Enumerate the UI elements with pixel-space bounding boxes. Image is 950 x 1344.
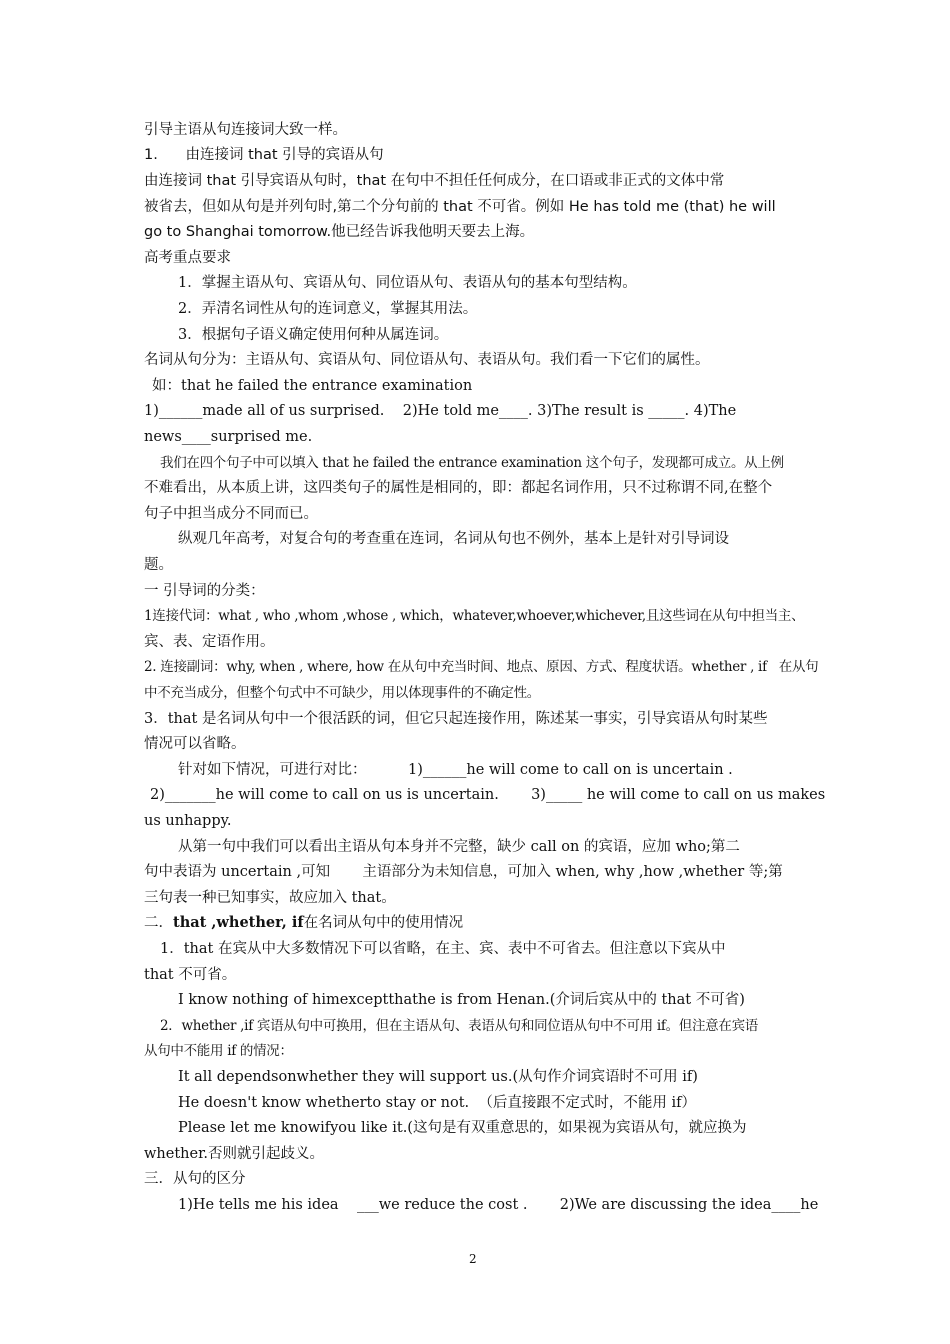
text-line: 2. 连接副词：why, when , where, how 在从句中充当时间、地点、原因、方式、程度状语。whether , if 在从句 bbox=[144, 659, 819, 675]
text-line: 如：that he failed the entrance examination bbox=[152, 378, 473, 394]
text-line: 2．whether ,if 宾语从句中可换用，但在主语从句、表语从句和同位语从句中不可用 if。但注意在宾语 bbox=[160, 1018, 758, 1034]
text-line: 从第一句中我们可以看出主语从句本身并不完整，缺少 call on 的宾语，应加 who;第二 bbox=[178, 839, 740, 855]
text-line: 情况可以省略。 bbox=[144, 736, 246, 752]
heading-rest: 在名词从句中的使用情况 bbox=[303, 915, 464, 931]
list-item: 1．掌握主语从句、宾语从句、同位语从句、表语从句的基本句型结构。 bbox=[178, 275, 637, 291]
text-line: 1．that 在宾从中大多数情况下可以省略，在主、宾、表中不可省去。但注意以下宾从中 bbox=[160, 941, 726, 957]
text-line: 我们在四个句子中可以填入 that he failed the entrance examination 这个句子，发现都可成立。从上例 bbox=[160, 455, 784, 471]
text-line: 句子中担当成分不同而已。 bbox=[144, 506, 318, 522]
page-number: 2 bbox=[469, 1252, 477, 1266]
section-heading-object-clause: 1. 由连接词 that 引导的宾语从句 bbox=[144, 147, 384, 163]
heading-prefix: 二． bbox=[144, 915, 173, 931]
exercise-line: 1)______made all of us surprised. 2)He told me____. 3)The result is _____. 4)The bbox=[144, 403, 737, 419]
exercise-line: 2)_______he will come to call on us is uncertain. 3)_____ he will come to call on us makes bbox=[150, 787, 826, 803]
text-line: 纵观几年高考，对复合句的考查重在连词，名词从句也不例外，基本上是针对引导词设 bbox=[178, 531, 729, 547]
text-line: 被省去，但如从句是并列句时,第二个分句前的 that 不可省。例如 He has told me (that) he will bbox=[144, 199, 776, 215]
heading-keywords: that ,whether, if bbox=[173, 914, 304, 931]
exercise-line: us unhappy. bbox=[144, 813, 232, 829]
text-line: 三句表一种已知事实，故应加入 that。 bbox=[144, 890, 396, 906]
section-heading-clause-distinction: 三．从句的区分 bbox=[144, 1171, 246, 1187]
list-item: 2．弄清名词性从句的连词意义，掌握其用法。 bbox=[178, 301, 478, 317]
text-line: 宾、表、定语作用。 bbox=[144, 634, 275, 650]
text-line: 从句中不能用 if 的情况： bbox=[144, 1043, 293, 1059]
text-line: 名词从句分为：主语从句、宾语从句、同位语从句、表语从句。我们看一下它们的属性。 bbox=[144, 352, 710, 368]
text-line: 3．that 是名词从句中一个很活跃的词，但它只起连接作用，陈述某一事实，引导宾语从句时某些 bbox=[144, 711, 768, 727]
text-line: 不难看出，从本质上讲，这四类句子的属性是相同的，即：都起名词作用，只不过称谓不同,在整个 bbox=[144, 480, 773, 496]
text-line: 引导主语从句连接词大致一样。 bbox=[144, 122, 347, 138]
text-line: whether.否则就引起歧义。 bbox=[144, 1146, 325, 1162]
text-line: go to Shanghai tomorrow.他已经告诉我他明天要去上海。 bbox=[144, 224, 535, 240]
example-sentence: I know nothing of himexceptthathe is from Henan.(介词后宾从中的 that 不可省) bbox=[178, 992, 745, 1008]
text-line: 1连接代词：what , who ,whom ,whose , which，whatever,whoever,whichever,且这些词在从句中担当主、 bbox=[144, 608, 805, 624]
exercise-line: news____surprised me. bbox=[144, 429, 313, 445]
list-item: 3．根据句子语义确定使用何种从属连词。 bbox=[178, 327, 449, 343]
section-heading-connectives: 一 引导词的分类： bbox=[144, 583, 265, 599]
section-heading-key-requirements: 高考重点要求 bbox=[144, 250, 231, 266]
example-sentence: It all dependsonwhether they will support us.(从句作介词宾语时不可用 if) bbox=[178, 1069, 698, 1085]
example-sentence: He doesn't know whetherto stay or not. （后直接跟不定式时，不能用 if） bbox=[178, 1095, 696, 1111]
text-line: that 不可省。 bbox=[144, 967, 237, 983]
text-line: 中不充当成分，但整个句式中不可缺少，用以体现事件的不确定性。 bbox=[144, 685, 540, 701]
section-heading-that-whether-if bbox=[144, 914, 463, 932]
text-line: 题。 bbox=[144, 557, 173, 573]
text-line: 句中表语为 uncertain ,可知 主语部分为未知信息，可加入 when, why ,how ,whether 等;第 bbox=[144, 864, 783, 880]
text-line: 由连接词 that 引导宾语从句时，that 在句中不担任任何成分，在口语或非正式的文体中常 bbox=[144, 173, 725, 189]
exercise-line: 针对如下情况，可进行对比： 1)______he will come to call on is uncertain . bbox=[178, 762, 733, 778]
example-sentence: Please let me knowifyou like it.(这句是有双重意思的，如果视为宾语从句，就应换为 bbox=[178, 1120, 747, 1136]
exercise-line: 1)He tells me his idea ___we reduce the cost . 2)We are discussing the idea____he bbox=[178, 1197, 819, 1213]
